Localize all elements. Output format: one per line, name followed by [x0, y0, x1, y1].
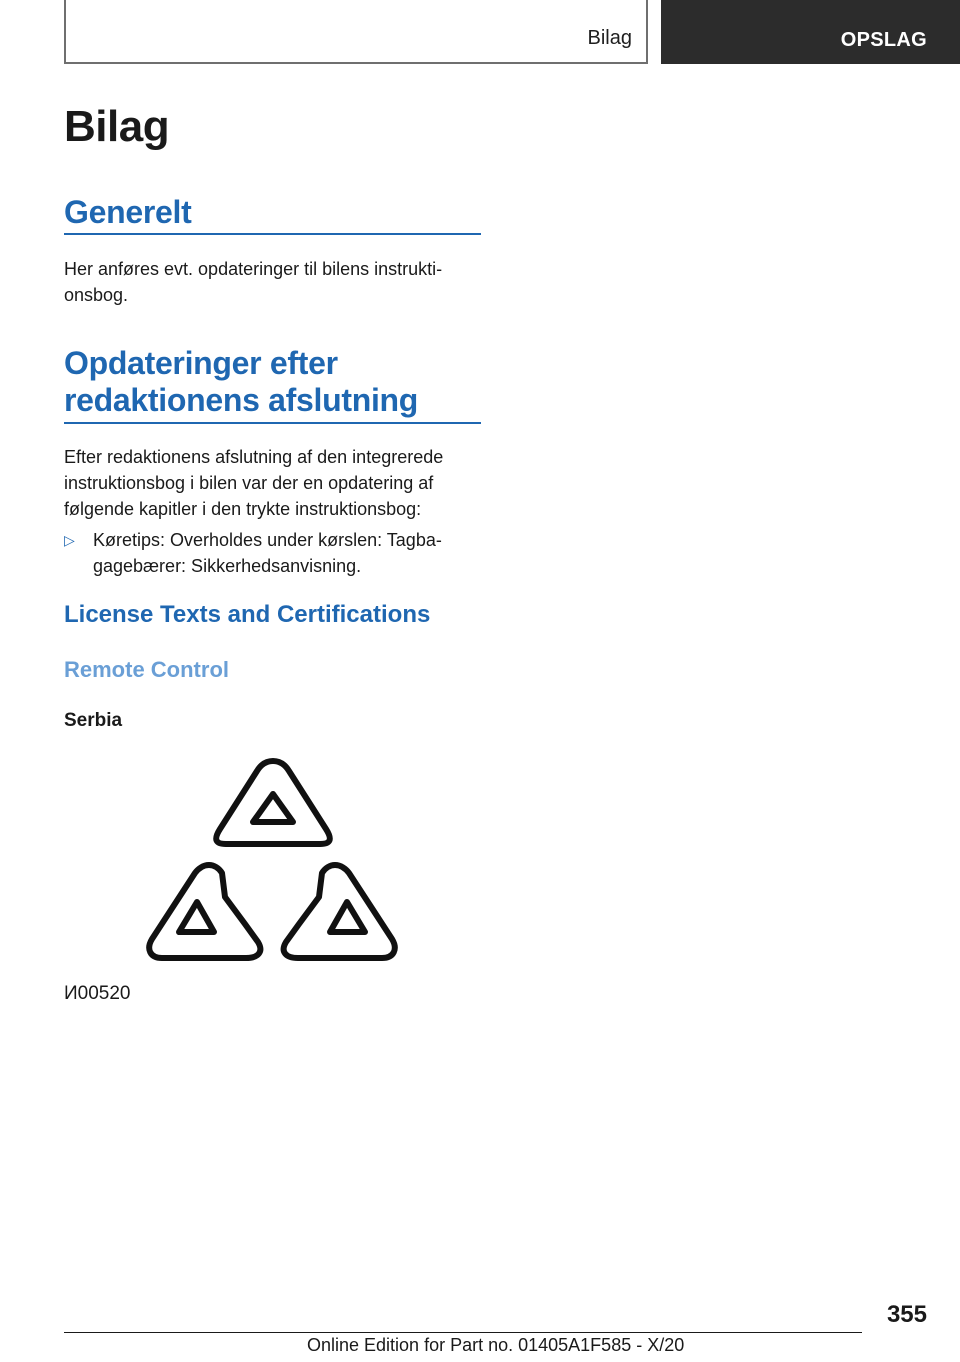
serbia-certification-logo — [142, 752, 404, 966]
heading-updates — [64, 345, 418, 419]
footer-edition-text: Online Edition for Part no. 01405A1F585 - X/20 — [307, 1335, 685, 1355]
page-number: 355 — [886, 1301, 927, 1328]
heading-rule — [64, 422, 481, 424]
general-line-2: onsbog. — [64, 285, 129, 305]
heading-license: License Texts and Certifications — [64, 601, 431, 628]
right-triangle-inner — [330, 902, 365, 932]
general-line-1: Her anføres evt. opdateringer til bilens instrukti- — [64, 259, 443, 279]
chapter-tab-label: OPSLAG — [840, 29, 927, 51]
heading-generelt: Generelt — [64, 194, 192, 230]
page-title: Bilag — [64, 102, 170, 151]
chapter-tab — [661, 0, 960, 64]
updates-line-2: instruktionsbog i bilen var der en opdatering af — [64, 473, 434, 493]
section-tab — [64, 0, 648, 64]
updates-line-3: følgende kapitler i den trykte instruktionsbog: — [64, 499, 422, 519]
updates-line-1: Efter redaktionens afslutning af den integrerede — [64, 447, 444, 467]
heading-updates-line-2: redaktionens afslutning — [64, 382, 419, 418]
bullet-triangle-icon: ▷ — [64, 532, 75, 548]
left-triangle-inner — [179, 902, 214, 932]
list-item-line-2: gagebærer: Sikkerhedsanvisning. — [93, 556, 362, 576]
heading-country: Serbia — [64, 710, 123, 731]
general-paragraph — [64, 256, 484, 308]
top-triangle-outline — [216, 761, 330, 844]
footer-rule — [64, 1332, 862, 1333]
section-tab-label: Bilag — [587, 27, 632, 49]
certification-code: И00520 — [64, 983, 131, 1004]
top-triangle-inner — [253, 794, 293, 822]
heading-rule — [64, 233, 481, 235]
list-item-text — [93, 527, 484, 579]
heading-updates-line-1: Opdateringer efter — [64, 345, 338, 381]
heading-remote-control: Remote Control — [64, 657, 229, 682]
updates-paragraph — [64, 444, 484, 522]
list-item-line-1: Køretips: Overholdes under kørslen: Tagba- — [93, 530, 442, 550]
